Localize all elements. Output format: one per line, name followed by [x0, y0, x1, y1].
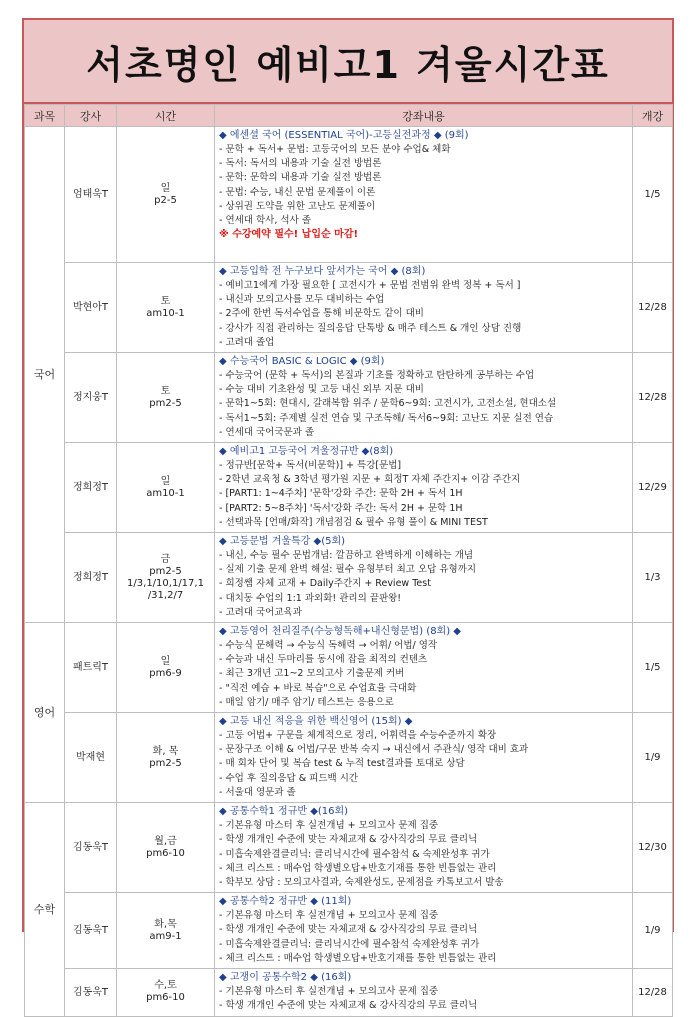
- course-line: - 문학1~5회: 현대시, 갈래복합 위주 / 문학6~9회: 고전시가, 고전소설, 현대소설: [219, 398, 557, 410]
- course-line: - 서울대 영문과 졸: [219, 786, 296, 798]
- course-line: - 연세대 국어국문과 졸: [219, 426, 315, 438]
- content-cell: [215, 968, 633, 1016]
- header-content: 강좌내용: [215, 105, 633, 127]
- table-header-row: [25, 105, 673, 127]
- course-line: - 희정쌤 자체 교재 + Daily주간지 + Review Test: [219, 578, 431, 590]
- course-line: - 미흡숙제완결클리닉: 클리닉시간에 필수참석 & 숙제완성후 귀가: [219, 848, 490, 860]
- subject-cell-korean: 국어: [25, 127, 65, 623]
- time-cell: 수,토 pm6-10: [117, 968, 215, 1016]
- time-cell: 일 p2-5: [117, 127, 215, 263]
- teacher-cell: 박현아T: [65, 263, 117, 353]
- course-line: - 고등 어법+ 구문을 체계적으로 정리, 어휘력을 수능수준까지 확장: [219, 730, 497, 742]
- table-row: [25, 443, 673, 533]
- course-line: - 실제 기출 문제 완벽 해설: 필수 유형부터 최고 오답 유형까지: [219, 564, 477, 576]
- course-title: ◆ 공통수학1 정규반 ◆(16회): [219, 806, 349, 818]
- content-cell: [215, 803, 633, 893]
- time-cell: 금 pm2-5 1/3,1/10,1/17,1 /31,2/7: [117, 533, 215, 623]
- time-cell: 토 pm2-5: [117, 353, 215, 443]
- course-title: ◆ 고등입학 전 누구보다 앞서가는 국어 ◆ (8회): [219, 266, 426, 277]
- teacher-cell: 김동욱T: [65, 893, 117, 969]
- course-line: - 체크 리스트 : 매수업 학생별오답+반호기재를 통한 빈틈없는 관리: [219, 952, 497, 964]
- course-line: - 기본유형 마스터 후 실전개념 + 모의고사 문제 집중: [219, 910, 439, 922]
- open-date-cell: 12/29: [633, 443, 673, 533]
- subject-cell-english: 영어: [25, 623, 65, 803]
- course-line: - 독서: 독서의 내용과 기술 실전 방법론: [219, 158, 382, 170]
- open-date-cell: 1/5: [633, 127, 673, 263]
- title-banner: [24, 20, 672, 104]
- course-title: ◆ 고등 내신 적응을 위한 백신영어 (15회) ◆: [219, 716, 413, 728]
- teacher-cell: 정지웅T: [65, 353, 117, 443]
- course-line: - 연세대 학사, 석사 졸: [219, 215, 311, 227]
- course-line: - 강사가 직접 관리하는 질의응답 단톡방 & 매주 테스트 & 개인 상담 진행: [219, 322, 522, 334]
- teacher-cell: 박재현: [65, 713, 117, 803]
- course-line: - 문학 + 독서+ 문법: 고등국어의 모든 분야 수업& 체화: [219, 144, 451, 155]
- open-date-cell: 1/3: [633, 533, 673, 623]
- course-line: - 매 회차 단어 및 복습 test & 누적 test결과를 토대로 상담: [219, 758, 465, 770]
- teacher-cell: 엄태욱T: [65, 127, 117, 263]
- course-line: - 고려대 졸업: [219, 336, 275, 348]
- course-title: ◆ 에센셜 국어 (ESSENTIAL 국어)-고등실전과정 ◆ (9회): [219, 130, 469, 141]
- course-line: - 학생 개개인 수준에 맞는 자체교재 & 강사직강의 무료 클리닉: [219, 1000, 478, 1012]
- header-open: 개강: [633, 105, 673, 127]
- course-title: ◆ 수능국어 BASIC & LOGIC ◆ (9회): [219, 356, 385, 368]
- time-cell: 월,금 pm6-10: [117, 803, 215, 893]
- table-row: [25, 533, 673, 623]
- course-line: - 수능식 문해력 → 수능식 독해력 → 어휘/ 어법/ 영작: [219, 640, 438, 652]
- course-line: - [PART1: 1~4주차] '문학'강화 주간: 문학 2H + 독서 1H: [219, 488, 463, 500]
- teacher-cell: 정희정T: [65, 443, 117, 533]
- open-date-cell: 1/5: [633, 623, 673, 713]
- course-line: - 고려대 국어교육과: [219, 606, 302, 618]
- content-cell: [215, 533, 633, 623]
- course-line: - 예비고1에게 가장 필요한 [ 고전시가 + 문법 전범위 완벽 정복 + 독서 ]: [219, 280, 521, 291]
- course-line: - 문장구조 이해 & 어법/구문 반복 숙지 → 내신에서 주관식/ 영작 대비 효과: [219, 744, 529, 756]
- table-row: [25, 623, 673, 713]
- content-cell: [215, 713, 633, 803]
- course-line: - 학생 개개인 수준에 맞는 자체교재 & 강사직강의 무료 클리닉: [219, 834, 478, 846]
- subject-cell-math: 수학: [25, 803, 65, 1017]
- time-cell: 토 am10-1: [117, 263, 215, 353]
- course-line: - 학부모 상담 : 모의고사결과, 숙제완성도, 문제점을 카톡보고서 발송: [219, 876, 504, 888]
- course-line: - 최근 3개년 고1~2 모의고사 기출문제 커버: [219, 668, 405, 680]
- time-cell: 일 pm6-9: [117, 623, 215, 713]
- time-cell: 일 am10-1: [117, 443, 215, 533]
- course-line: - 수능국어 (문학 + 독서)의 본질과 기초를 정확하고 탄탄하게 공부하는 수업: [219, 370, 535, 382]
- course-line: - 미흡숙제완결클리닉: 클리닉시간에 필수참석 숙제완성후 귀가: [219, 938, 480, 950]
- course-line: - 상위권 도약을 위한 고난도 문제풀이: [219, 200, 376, 212]
- header-teacher: 강사: [65, 105, 117, 127]
- course-line: - 수능과 내신 두마리를 동시에 잡을 최적의 컨텐츠: [219, 654, 428, 666]
- course-title: ◆ 고쟁이 공통수학2 ◆ (16회): [219, 971, 352, 983]
- course-title: ◆ 공통수학2 정규반 ◆ (11회): [219, 896, 352, 908]
- course-line: - 대치동 수업의 1:1 과외화! 관리의 끝판왕!: [219, 592, 402, 604]
- open-date-cell: 1/9: [633, 893, 673, 969]
- table-row: [25, 968, 673, 1016]
- course-title: ◆ 고등문법 겨울특강 ◆(5회): [219, 536, 346, 548]
- course-line: - "직전 예습 + 바로 복습"으로 수업효율 극대화: [219, 682, 417, 694]
- reservation-notice: ※ 수강예약 필수! 납입순 마감!: [219, 229, 359, 241]
- time-cell: 화,목 am9-1: [117, 893, 215, 969]
- course-line: - 체크 리스트 : 매수업 학생별오답+반호기재를 통한 빈틈없는 관리: [219, 862, 497, 874]
- header-time: 시간: [117, 105, 215, 127]
- table-row: [25, 127, 673, 263]
- course-line: - 내신과 모의고사를 모두 대비하는 수업: [219, 294, 385, 306]
- course-title: ◆ 고등영어 천리질주(수능형독해+내신형문법) (8회) ◆: [219, 626, 461, 638]
- content-cell: [215, 623, 633, 713]
- open-date-cell: 1/9: [633, 713, 673, 803]
- content-cell: [215, 443, 633, 533]
- teacher-cell: 정희정T: [65, 533, 117, 623]
- course-line: - 매일 암기/ 매주 암기/ 테스트는 응용으로: [219, 696, 394, 708]
- course-title: ◆ 예비고1 고등국어 겨울정규반 ◆(8회): [219, 446, 394, 458]
- course-line: - 문법: 수능, 내신 문법 문제풀이 이론: [219, 186, 376, 198]
- schedule-table: [24, 104, 673, 1017]
- content-cell: [215, 127, 633, 263]
- course-line: - 2주에 한번 독서수업을 통해 비문학도 같이 대비: [219, 308, 424, 320]
- table-row: [25, 893, 673, 969]
- course-line: - 기본유형 마스터 후 실전개념 + 모의고사 문제 집중: [219, 820, 439, 832]
- content-cell: [215, 263, 633, 353]
- open-date-cell: 12/28: [633, 263, 673, 353]
- timetable-page: [22, 18, 674, 1012]
- course-line: - 내신, 수능 필수 문법개념: 깔끔하고 완벽하게 이해하는 개념: [219, 550, 474, 562]
- table-row: [25, 263, 673, 353]
- course-line: - 기본유형 마스터 후 실전개념 + 모의고사 문제 집중: [219, 985, 439, 997]
- course-line: - 선택과목 [언매/화작] 개념점검 & 필수 유형 풀이 & MINI TEST: [219, 516, 488, 528]
- open-date-cell: 12/28: [633, 968, 673, 1016]
- course-line: - 독서1~5회: 주제별 실전 연습 및 구조독해/ 독서6~9회: 고난도 지문 실전 연습: [219, 412, 554, 424]
- course-line: - 수능 대비 기초완성 및 고등 내신 외부 지문 대비: [219, 384, 424, 396]
- time-cell: 화, 목 pm2-5: [117, 713, 215, 803]
- table-row: [25, 713, 673, 803]
- course-line: - [PART2: 5~8주차] '독서'강화 주간: 독서 2H + 문학 1H: [219, 502, 463, 514]
- open-date-cell: 12/30: [633, 803, 673, 893]
- course-line: - 수업 후 질의응답 & 피드백 시간: [219, 772, 359, 784]
- teacher-cell: 김동욱T: [65, 803, 117, 893]
- course-line: - 정규반[문학+ 독서(비문학)] + 특강[문법]: [219, 460, 402, 472]
- table-row: [25, 803, 673, 893]
- header-subject: 과목: [25, 105, 65, 127]
- course-line: - 2학년 교육청 & 3학년 평가원 지문 + 희정T 자체 주간지+ 이감 주간지: [219, 474, 521, 486]
- page-title: 서초명인 예비고1 겨울시간표: [86, 42, 610, 87]
- course-line: - 학생 개개인 수준에 맞는 자체교재 & 강사직강의 무료 클리닉: [219, 924, 478, 936]
- content-cell: [215, 893, 633, 969]
- open-date-cell: 12/28: [633, 353, 673, 443]
- content-cell: [215, 353, 633, 443]
- teacher-cell: 패트릭T: [65, 623, 117, 713]
- table-row: [25, 353, 673, 443]
- course-line: - 문학: 문학의 내용과 기술 실전 방법론: [219, 172, 382, 184]
- teacher-cell: 김동욱T: [65, 968, 117, 1016]
